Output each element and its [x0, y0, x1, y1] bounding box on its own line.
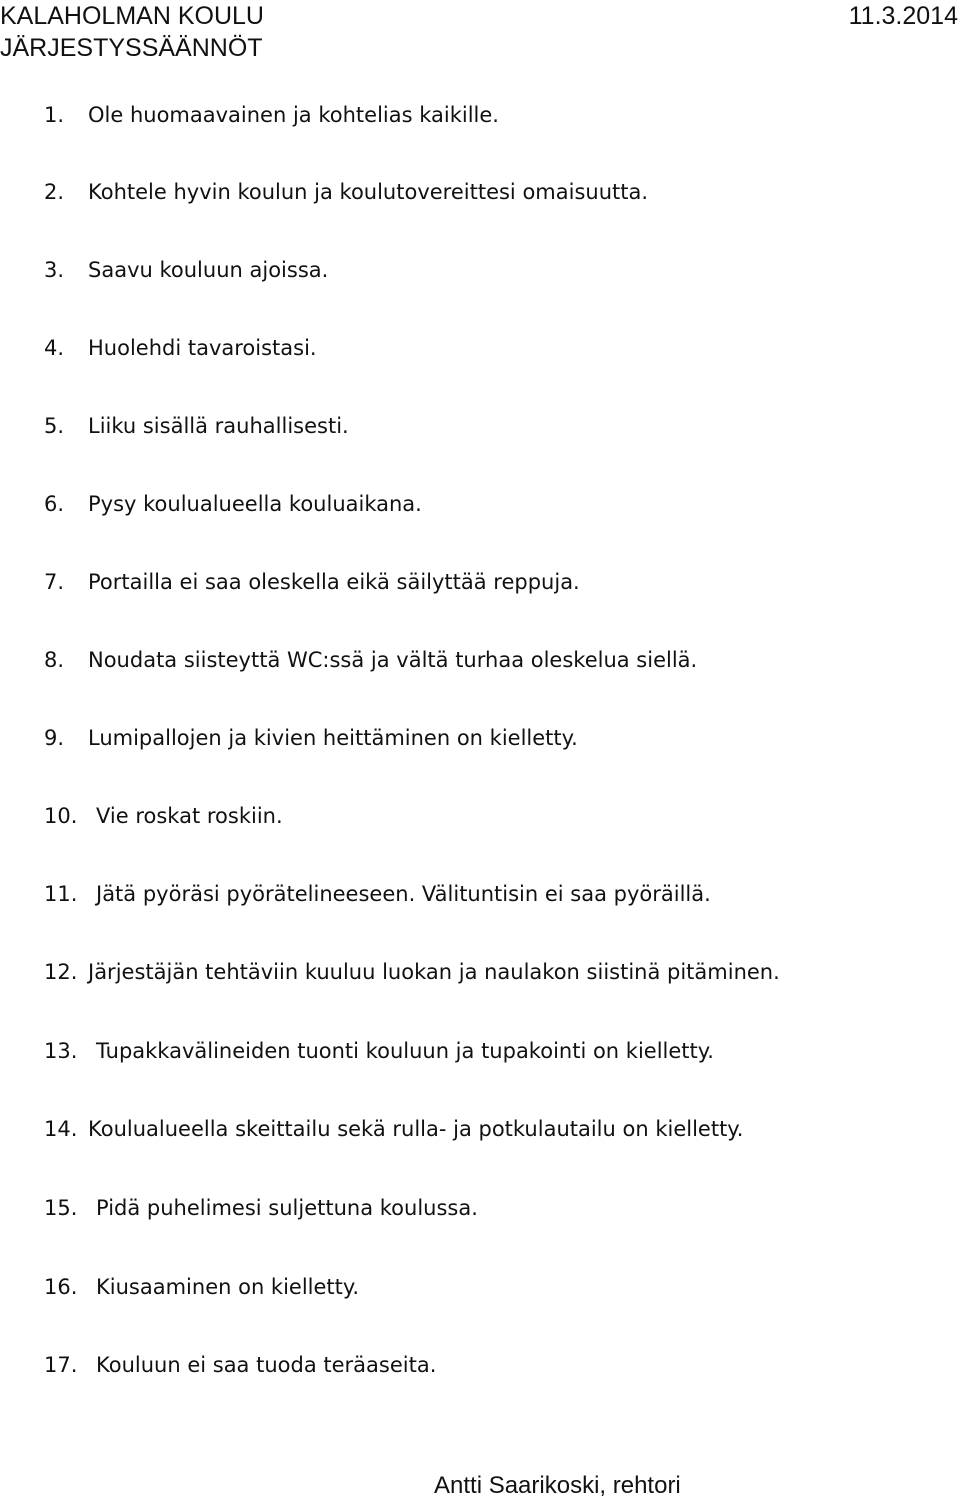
- rule-number: 1.: [44, 103, 65, 127]
- signature: Antti Saarikoski, rehtori: [434, 1472, 681, 1499]
- rule-text: Järjestäjän tehtäviin kuuluu luokan ja naulakon siistinä pitäminen.: [88, 960, 780, 984]
- rule-number: 11.: [44, 882, 78, 906]
- rule-number: 6.: [44, 492, 65, 516]
- rule-number: 16.: [44, 1275, 78, 1299]
- rule-text: Liiku sisällä rauhallisesti.: [88, 414, 349, 438]
- rule-number: 8.: [44, 648, 65, 672]
- rule-text: Kouluun ei saa tuoda teräaseita.: [96, 1353, 437, 1377]
- rule-number: 4.: [44, 336, 65, 360]
- rule-text: Jätä pyöräsi pyörätelineeseen. Välituntisin ei saa pyöräillä.: [96, 882, 711, 906]
- document-title: JÄRJESTYSSÄÄNNÖT: [0, 34, 263, 62]
- rule-text: Kohtele hyvin koulun ja koulutovereittesi omaisuutta.: [88, 180, 649, 204]
- rule-text: Koulualueella skeittailu sekä rulla- ja potkulautailu on kielletty.: [88, 1117, 744, 1141]
- rule-text: Huolehdi tavaroistasi.: [88, 336, 317, 360]
- rule-number: 9.: [44, 726, 65, 750]
- document-header: [0, 0, 264, 64]
- rule-number: 10.: [44, 804, 78, 828]
- rule-text: Ole huomaavainen ja kohtelias kaikille.: [88, 103, 499, 127]
- rule-number: 2.: [44, 180, 65, 204]
- document-date: 11.3.2014: [848, 2, 958, 30]
- rule-number: 12.: [44, 960, 78, 984]
- rule-number: 15.: [44, 1196, 78, 1220]
- rule-text: Portailla ei saa oleskella eikä säilyttää reppuja.: [88, 570, 580, 594]
- rule-number: 5.: [44, 414, 65, 438]
- rule-number: 7.: [44, 570, 65, 594]
- rule-number: 17.: [44, 1353, 78, 1377]
- rule-text: Vie roskat roskiin.: [96, 804, 283, 828]
- rule-text: Kiusaaminen on kielletty.: [96, 1275, 360, 1299]
- rule-text: Saavu kouluun ajoissa.: [88, 258, 329, 282]
- rule-text: Lumipallojen ja kivien heittäminen on kielletty.: [88, 726, 578, 750]
- school-name: KALAHOLMAN KOULU: [0, 2, 264, 30]
- rule-text: Pidä puhelimesi suljettuna koulussa.: [96, 1196, 478, 1220]
- rule-number: 3.: [44, 258, 65, 282]
- rule-number: 14.: [44, 1117, 78, 1141]
- rule-text: Tupakkavälineiden tuonti kouluun ja tupakointi on kielletty.: [96, 1039, 714, 1063]
- rule-number: 13.: [44, 1039, 78, 1063]
- rule-text: Pysy koulualueella kouluaikana.: [88, 492, 422, 516]
- rule-text: Noudata siisteyttä WC:ssä ja vältä turhaa oleskelua siellä.: [88, 648, 698, 672]
